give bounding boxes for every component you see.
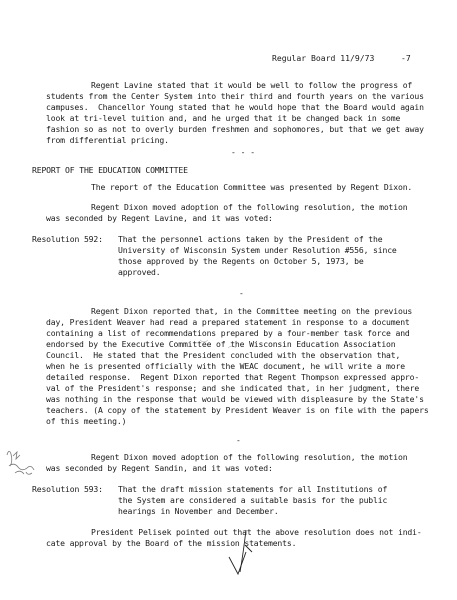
- paragraph-line: cate approval by the Board of the mission statements.: [46, 538, 297, 548]
- resolution-line: That the draft mission statements for all Institutions of: [118, 484, 388, 494]
- paragraph-line: endorsed by the Executive Committee of the Wisconsin Education Association: [46, 339, 396, 349]
- section-heading: REPORT OF THE EDUCATION COMMITTEE: [32, 165, 188, 175]
- margin-handwritten-note: [7, 451, 34, 474]
- paragraph-line: when he is presented officially with the WEAC document, he will write a more: [46, 361, 405, 371]
- paragraph-line: of this meeting.): [46, 416, 127, 426]
- paragraph-line: look at tri-level tuition and, and he urged that it be changed back in some: [46, 113, 401, 123]
- paragraph-line: val of the President's response; and she indicated that, in her judgment, there: [46, 383, 420, 393]
- paragraph-line: detailed response. Regent Dixon reported that Regent Thompson expressed appro-: [46, 372, 420, 382]
- paragraph-line: Regent Lavine stated that it would be well to follow the progress of: [91, 80, 413, 90]
- paragraph-line: was seconded by Regent Sandin, and it was voted:: [46, 463, 273, 473]
- page-header-title: Regular Board 11/9/73: [272, 53, 375, 63]
- resolution-line: University of Wisconsin System under Resolution #556, since: [118, 245, 397, 255]
- resolution-label: Resolution 593:: [32, 484, 103, 494]
- paragraph-line: campuses. Chancellor Young stated that he would hope that the Board would again: [46, 102, 424, 112]
- pen-annotation-stroke: [200, 340, 236, 348]
- paragraph-presented: The report of the Education Committee was presented by Regent Dixon.: [91, 182, 413, 192]
- resolution-label: Resolution 592:: [32, 234, 103, 244]
- resolution-line: hearings in November and December.: [118, 506, 279, 516]
- resolution-line: the System are considered a suitable basis for the public: [118, 495, 388, 505]
- dash-separator: -: [236, 436, 241, 445]
- paragraph-line: was seconded by Regent Lavine, and it was voted:: [46, 213, 273, 223]
- paragraph-line: Council. He stated that the President concluded with the observation that,: [46, 350, 401, 360]
- paragraph-line: Regent Dixon moved adoption of the following resolution, the motion: [91, 202, 408, 212]
- paragraph-line: Regent Dixon reported that, in the Committee meeting on the previous: [91, 306, 413, 316]
- resolution-line: those approved by the Regents on October 5, 1973, be: [118, 256, 364, 266]
- paragraph-line: containing a list of recommendations prepared by a four-member task force and: [46, 328, 410, 338]
- paragraph-line: students from the Center System into their third and fourth years on the various: [46, 91, 424, 101]
- pen-annotation-stroke: [229, 530, 252, 574]
- section-separator: - - -: [231, 148, 256, 157]
- paragraph-line: President Pelisek pointed out that the above resolution does not indi-: [91, 527, 422, 537]
- paragraph-line: teachers. (A copy of the statement by President Weaver is on file with the papers: [46, 405, 429, 415]
- page-number: -7: [401, 53, 411, 63]
- paragraph-line: was nothing in the response that would be viewed with displeasure by the State's: [46, 394, 424, 404]
- paragraph-line: day, President Weaver had read a prepared statement in response to a document: [46, 317, 410, 327]
- paragraph-line: fashion so as not to overly burden freshmen and sophomores, but that we get away: [46, 124, 424, 134]
- dash-separator: -: [239, 289, 244, 298]
- paragraph-line: Regent Dixon moved adoption of the following resolution, the motion: [91, 452, 408, 462]
- paragraph-line: from differential pricing.: [46, 135, 169, 145]
- resolution-line: That the personnel actions taken by the President of the: [118, 234, 383, 244]
- resolution-line: approved.: [118, 267, 161, 277]
